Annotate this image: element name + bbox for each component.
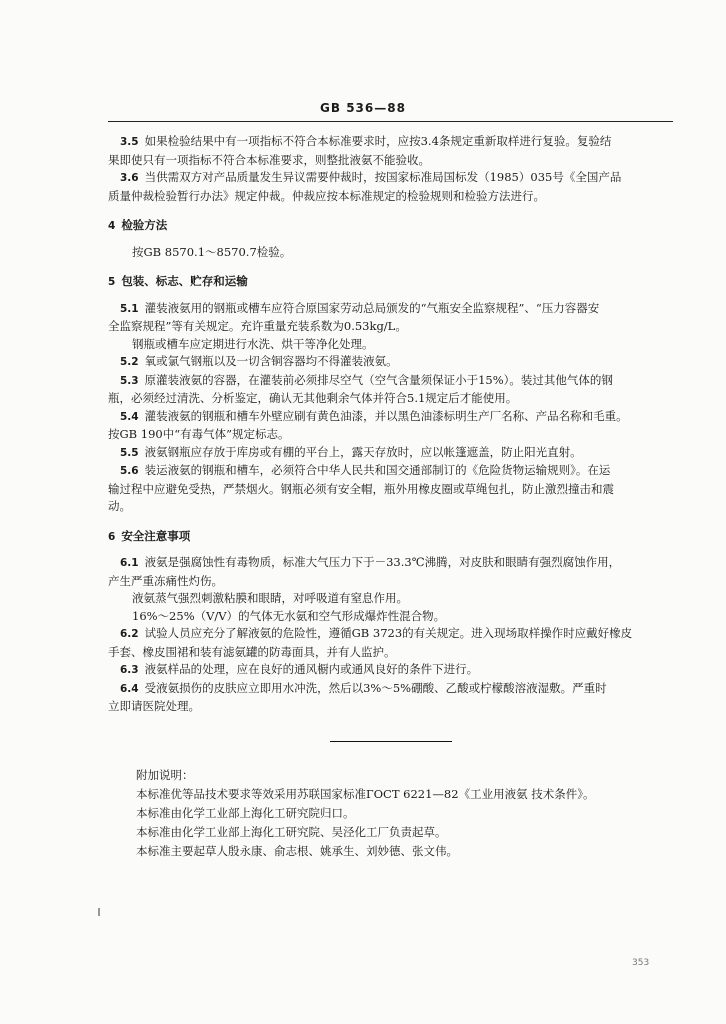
clause-text: 试验人员应充分了解液氨的危险性，遵循GB 3723的有关规定。进入现场取样操作时应戴好橡皮	[144, 626, 633, 640]
clause-text: 灌装液氨的钢瓶和槽车外壁应刷有黄色油漆，并以黑色油漆标明生产厂名称、产品名称和毛重。	[144, 408, 628, 423]
clause-text: 液氨是强腐蚀性有毒物质，标准大气压力下于－33.3℃沸腾，对皮肤和眼睛有强烈腐蚀作用，	[144, 555, 621, 569]
clause-6-2	[108, 625, 673, 644]
clause-number: 6.1	[120, 557, 139, 569]
section-heading-4	[108, 217, 673, 236]
section-heading-5	[108, 273, 673, 292]
clause-number: 3.6	[120, 172, 139, 184]
clause-text: 氧或氯气钢瓶以及一切含铜容器均不得灌装液氨。	[144, 354, 398, 368]
clause-text: 液氨钢瓶应存放于库房或有棚的平台上，露天存放时，应以帐篷遮盖，防止阳光直射。	[144, 444, 582, 459]
section-title: 检验方法	[121, 218, 168, 232]
clause-number: 5.6	[120, 465, 139, 477]
clause-text: 装运液氨的钢瓶和槽车，必须符合中华人民共和国交通部制订的《危险货物运输规则》。在运	[144, 463, 611, 477]
clause-text-cont: 全监察规程”等有关规定。充许重量充装系数为0.53kg/L。	[108, 319, 407, 333]
section-title: 安全注意事项	[121, 528, 191, 543]
clause-6-1	[108, 554, 673, 573]
document-body	[108, 133, 673, 716]
section-divider	[330, 741, 452, 742]
clause-4-text: 按GB 8570.1～8570.7检验。	[132, 244, 292, 259]
appendix-line: 本标准由化学工业部上海化工研究院归口。	[136, 806, 355, 820]
section-number: 6	[108, 530, 116, 543]
clause-text-cont: 立即请医院处理。	[108, 699, 200, 713]
clause-text: 受液氨损伤的皮肤应立即用水冲洗，然后以3%～5%硼酸、乙酸或柠檬酸溶液湿敷。严重时	[144, 680, 607, 695]
page-number: 353	[632, 958, 650, 968]
clause-5-4	[108, 408, 673, 427]
clause-5-1	[108, 300, 673, 319]
clause-text-cont: 果即使只有一项指标不符合本标准要求，则整批液氨不能验收。	[108, 152, 430, 167]
clause-text: 灌装液氨用的钢瓶或槽车应符合原国家劳动总局颁发的“气瓶安全监察规程”、“压力容器安	[144, 300, 600, 315]
clause-number: 5.2	[120, 356, 139, 368]
clause-6-3	[108, 661, 673, 680]
clause-text-cont: 手套、橡皮围裙和装有滤氨罐的防毒面具，并有人监护。	[108, 644, 396, 659]
clause-number: 6.2	[120, 628, 139, 640]
clause-number: 6.3	[120, 664, 139, 676]
clause-number: 5.5	[120, 446, 139, 459]
clause-3-6	[108, 169, 673, 188]
clause-number: 3.5	[120, 136, 139, 148]
clause-number: 5.1	[120, 302, 139, 315]
clause-3-5	[108, 133, 673, 152]
clause-6-4	[108, 680, 673, 699]
appendix-notes	[136, 766, 594, 861]
clause-5-3	[108, 372, 673, 391]
clause-5-6	[108, 462, 673, 481]
section-number: 4	[108, 220, 116, 232]
clause-text-cont: 钢瓶或槽车应定期进行水洗、烘干等净化处理。	[132, 336, 374, 351]
section-heading-6	[108, 528, 673, 547]
clause-5-5	[108, 444, 673, 463]
clause-text-cont: 输过程中应避免受热，严禁烟火。钢瓶必须有安全帽，瓶外用橡皮圈或草绳包扎，防止激烈撞击和震	[108, 481, 614, 496]
clause-5-2	[108, 353, 673, 372]
clause-number: 6.4	[120, 682, 139, 695]
clause-text: 如果检验结果中有一项指标不符合本标准要求时，应按3.4条规定重新取样进行复验。复验结	[144, 134, 612, 148]
appendix-line: 本标准优等品技术要求等效采用苏联国家标准ГОСТ 6221—82《工业用液氨 技术条件》。	[136, 787, 595, 801]
appendix-title: 附加说明：	[136, 768, 194, 782]
clause-number: 5.4	[120, 410, 139, 423]
clause-text-cont: 液氨蒸气强烈刺激粘膜和眼睛，对呼吸道有窒息作用。	[132, 591, 408, 605]
clause-text-cont: 动。	[108, 499, 131, 513]
standard-header: GB 536—88	[320, 101, 406, 115]
appendix-line: 本标准由化学工业部上海化工研究院、吴泾化工厂负责起草。	[136, 825, 447, 839]
clause-text-cont: 瓶，必须经过清洗、分析鉴定，确认无其他剩余气体并符合5.1规定后才能使用。	[108, 391, 518, 405]
header-rule	[108, 121, 673, 122]
scan-mark	[98, 908, 100, 916]
clause-text: 液氨样品的处理，应在良好的通风橱内或通风良好的条件下进行。	[144, 662, 479, 676]
section-number: 5	[108, 276, 116, 288]
clause-text: 当供需双方对产品质量发生异议需要仲裁时，按国家标准局国标发（1985）035号《全国产品	[144, 170, 622, 184]
appendix-line: 本标准主要起草人殷永康、俞志根、姚承生、刘妙德、张文伟。	[136, 844, 458, 858]
clause-text-cont: 按GB 190中“有毒气体”规定标志。	[108, 427, 290, 441]
clause-text-cont: 16%～25%（V/V）的气体无水氨和空气形成爆炸性混合物。	[132, 608, 446, 623]
clause-text-cont: 产生严重冻痛性灼伤。	[108, 573, 223, 588]
section-title: 包装、标志、贮存和运输	[121, 274, 248, 288]
clause-text: 原灌装液氨的容器，在灌装前必须排尽空气（空气含量须保证小于15%）。装过其他气体的钢	[144, 372, 613, 387]
clause-text-cont: 质量仲裁检验暂行办法》规定仲裁。仲裁应按本标准规定的检验规则和检验方法进行。	[108, 188, 545, 203]
clause-number: 5.3	[120, 374, 139, 387]
